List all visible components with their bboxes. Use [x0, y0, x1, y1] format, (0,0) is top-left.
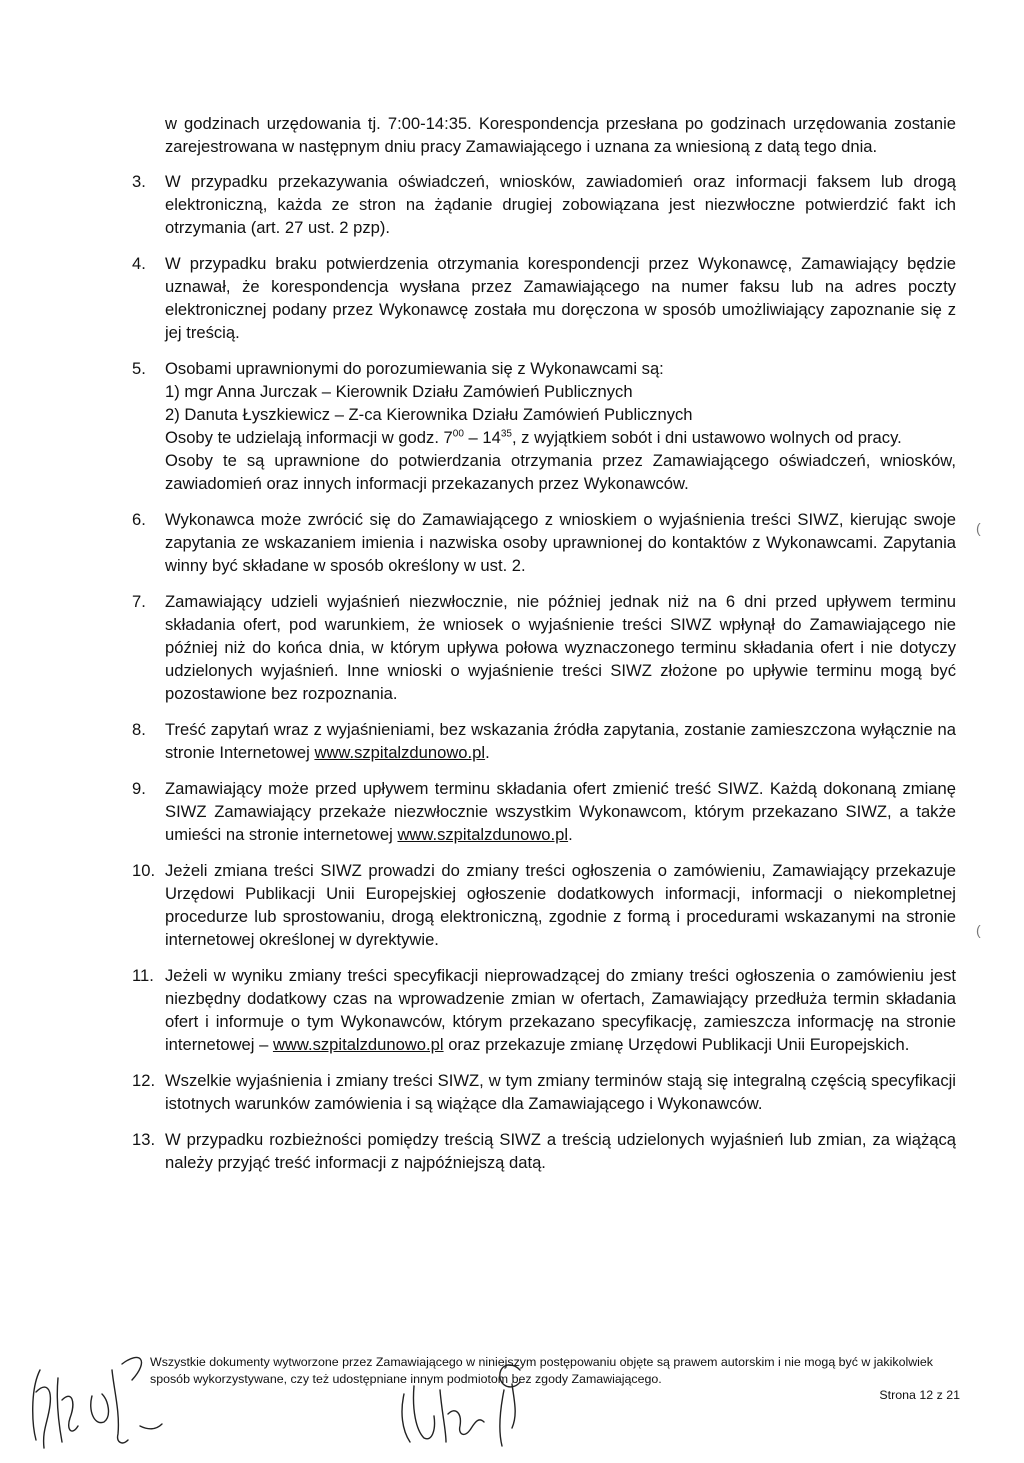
item-text: Osobami uprawnionymi do porozumiewania się z Wykonawcami są: [165, 359, 664, 378]
item-text [165, 777, 956, 846]
item-number: 13. [132, 1130, 156, 1149]
hours-text-mid: – 14 [463, 428, 501, 447]
intro-paragraph: w godzinach urzędowania tj. 7:00-14:35. Korespondencja przesłana po godzinach urzędowania zostanie zarejestrowana w następnym dniu pracy Zamawiającego i uznana za wniesioną z datą tego dnia. [165, 114, 956, 156]
item-text: Jeżeli zmiana treści SIWZ prowadzi do zmiany treści ogłoszenia o zamówieniu, Zamawiający przekazuje Urzędowi Publikacji Unii Europejskiej ogłoszenie dodatkowych informacji, informacji o niekompletnej procedurze lub sprostowaniu, drogą elektroniczną, zgodnie z formą i procedurami wskazanymi na stronie internetowej określonej w dyrektywie. [165, 861, 956, 949]
margin-mark: ( [976, 922, 981, 938]
hours-text: Osoby te udzielają informacji w godz. 7 [165, 428, 453, 447]
list-item-13 [132, 1128, 956, 1174]
item-number: 9. [132, 779, 146, 798]
item-number: 4. [132, 254, 146, 273]
handwritten-signatures [0, 1330, 1024, 1463]
hours-text-end: , z wyjątkiem sobót i dni ustawowo wolnych od pracy. [511, 428, 902, 447]
footer-note: Wszystkie dokumenty wytworzone przez Zamawiającego w niniejszym postępowaniu objęte są prawem autorskim i nie mogą być w jakikolwiek sposób wykorzystywane, czy też udostępniane innym podmiotom bez zgody Zamawiającego. [150, 1355, 933, 1386]
list-item-4 [132, 252, 956, 344]
list-item-12 [132, 1069, 956, 1115]
page-number: Strona 12 z 21 [879, 1388, 960, 1402]
item-number: 7. [132, 592, 146, 611]
document-body [132, 112, 956, 1187]
contact-person-2: 2) Danuta Łyszkiewicz – Z-ca Kierownika Działu Zamówień Publicznych [165, 405, 693, 424]
item-number: 10. [132, 861, 156, 880]
item-text [165, 964, 956, 1056]
item-number: 6. [132, 510, 146, 529]
item-text: Wykonawca może zwrócić się do Zamawiającego z wnioskiem o wyjaśnienia treści SIWZ, kierując swoje zapytania ze wskazaniem imienia i nazwiska osoby uprawnionej do kontaktów z Wykonawcami. Zapytania winny być składane w sposób określony w ust. 2. [165, 510, 956, 575]
item-text: W przypadku rozbieżności pomiędzy treścią SIWZ a treścią udzielonych wyjaśnień lub zmian, za wiążącą należy przyjąć treść informacji z najpóźniejszą datą. [165, 1130, 956, 1172]
item-text-end: . [568, 825, 573, 844]
item-text: Wszelkie wyjaśnienia i zmiany treści SIWZ, w tym zmiany terminów stają się integralną częścią specyfikacji istotnych warunków zamówienia i są wiążące dla Zamawiającego i Wykonawców. [165, 1071, 956, 1113]
item-text: W przypadku braku potwierdzenia otrzymania korespondencji przez Wykonawcę, Zamawiający będzie uznawał, że korespondencja wysłana przez Zamawiającego na numer faksu lub na adres poczty elektronicznej podany przez Wykonawcę została mu doręczona w sposób umożliwiający zapoznanie się z jej treścią. [165, 254, 956, 342]
list-item-3 [132, 170, 956, 239]
hours-sup-start: 00 [452, 428, 464, 440]
website-link[interactable]: www.szpitalzdunowo.pl [314, 743, 486, 762]
list-item-6 [132, 508, 956, 577]
item-text-end: oraz przekazuje zmianę Urzędowi Publikacji Unii Europejskich. [443, 1035, 910, 1054]
hours-sup-end: 35 [500, 428, 512, 440]
item-number: 5. [132, 359, 146, 378]
item-text-end: . [485, 743, 490, 762]
office-hours [165, 426, 956, 449]
item-number: 3. [132, 172, 146, 191]
item-5-body [165, 357, 956, 495]
website-link[interactable]: www.szpitalzdunowo.pl [272, 1035, 444, 1054]
list-item-10 [132, 859, 956, 951]
item-number: 11. [132, 966, 154, 985]
item-number: 8. [132, 720, 146, 739]
item-number: 12. [132, 1071, 156, 1090]
list-item-9 [132, 777, 956, 846]
contact-person-1: 1) mgr Anna Jurczak – Kierownik Działu Zamówień Publicznych [165, 382, 633, 401]
website-link[interactable]: www.szpitalzdunowo.pl [397, 825, 569, 844]
list-item-5 [132, 357, 956, 495]
item-text-part: Jeżeli w wyniku zmiany treści specyfikacji nieprowadzącej do zmiany treści ogłoszenia o zamówieniu jest niezbędny dodatkowy czas na wprowadzenie zmian w ofertach, Zamawiający przedłuża termin składania ofert i informuje o tym Wykonawców, którym przekazano specyfikację, zamieszcza informację na stronie internetowej – [165, 966, 956, 1054]
item-text: Zamawiający udzieli wyjaśnień niezwłocznie, nie później jednak niż na 6 dni przed upływem terminu składania ofert, pod warunkiem, że wniosek o wyjaśnienie treści SIWZ wpłynął do Zamawiającego nie później niż do końca dnia, w którym upływa połowa wyznaczonego terminu składania ofert i nie dotyczy udzielonych wyjaśnień. Inne wnioski o wyjaśnienie treści SIWZ złożone po upływie terminu mogą być pozostawione bez rozpoznania. [165, 592, 956, 703]
item-text: W przypadku przekazywania oświadczeń, wniosków, zawiadomień oraz informacji faksem lub drogą elektroniczną, każda ze stron na żądanie drugiej zobowiązana jest niezwłoczne potwierdzić fakt ich otrzymania (art. 27 ust. 2 pzp). [165, 172, 956, 237]
list-item-7 [132, 590, 956, 705]
authorized-note: Osoby te są uprawnione do potwierdzania otrzymania przez Zamawiającego oświadczeń, wniosków, zawiadomień oraz innych informacji przekazanych przez Wykonawców. [165, 451, 956, 493]
item-text [165, 718, 956, 764]
item-text-part: Treść zapytań wraz z wyjaśnieniami, bez wskazania źródła zapytania, zostanie zamieszczona wyłącznie na stronie Internetowej [165, 720, 956, 762]
list-item-11 [132, 964, 956, 1056]
list-item-8 [132, 718, 956, 764]
item-text-part: Zamawiający może przed upływem terminu składania ofert zmienić treść SIWZ. Każdą dokonaną zmianę SIWZ Zamawiający przekaże niezwłocznie wszystkim Wykonawcom, którym przekazano SIWZ, a także umieści na stronie internetowej [165, 779, 956, 844]
margin-mark: ( [976, 520, 981, 536]
